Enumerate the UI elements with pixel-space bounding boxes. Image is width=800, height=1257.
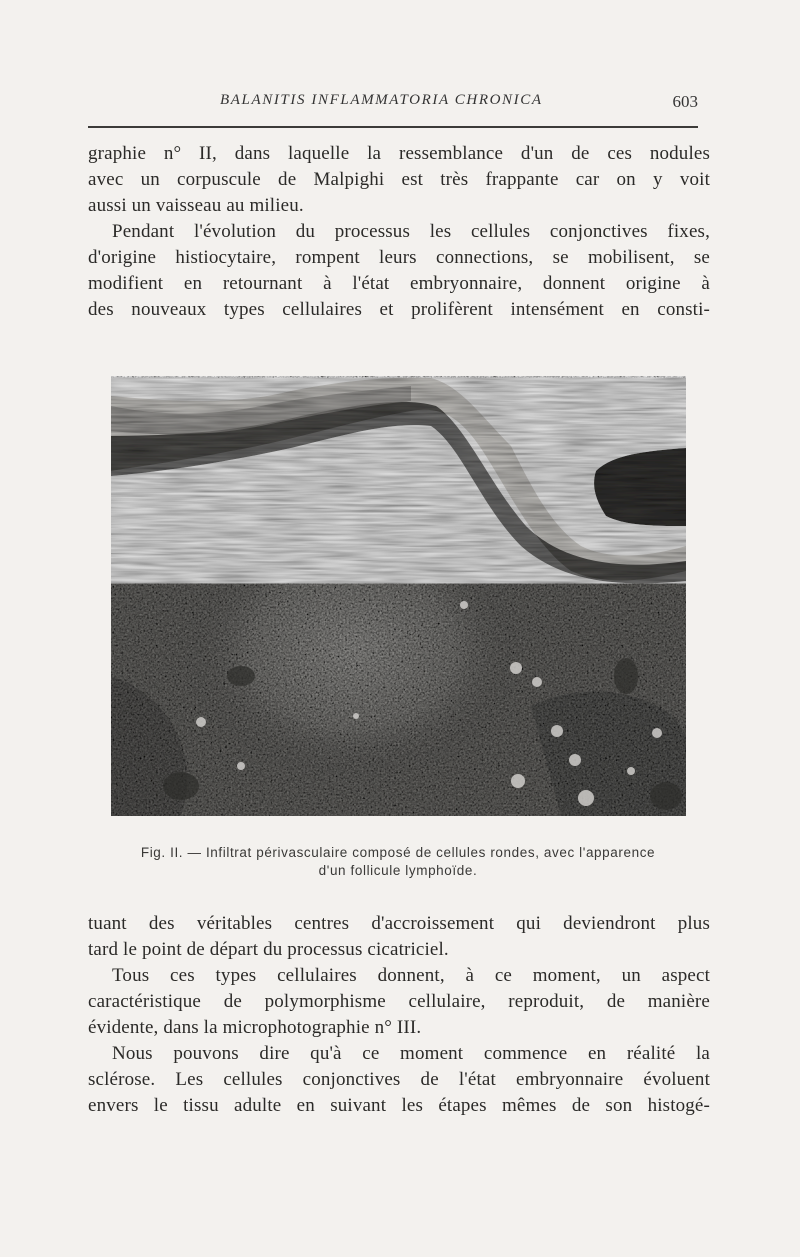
text-line: des nouveaux types cellulaires et prolifèrent intensément en consti- (88, 299, 710, 320)
figure-caption (98, 844, 698, 880)
text-line: envers le tissu adulte en suivant les étapes mêmes de son histogé- (88, 1095, 710, 1116)
micrograph-figure (111, 376, 686, 816)
text-line: avec un corpuscule de Malpighi est très frappante car on y voit (88, 169, 710, 190)
caption-line: d'un follicule lymphoïde. (318, 863, 478, 878)
text-line: tard le point de départ du processus cicatriciel. (88, 939, 449, 960)
text-line: graphie n° II, dans laquelle la ressemblance d'un de ces nodules (88, 143, 710, 164)
text-line: sclérose. Les cellules conjonctives de l'état embryonnaire évoluent (88, 1069, 710, 1090)
running-title: BALANITIS INFLAMMATORIA CHRONICA (220, 92, 543, 108)
caption-line: Fig. II. — Infiltrat périvasculaire composé de cellules rondes, avec l'apparence (140, 845, 656, 860)
text-line: tuant des véritables centres d'accroissement qui deviendront plus (88, 913, 710, 934)
page-number: 603 (672, 92, 698, 111)
text-line: aussi un vaisseau au milieu. (88, 195, 304, 216)
micrograph-image (111, 376, 686, 816)
bottom-text-block (88, 911, 710, 1119)
header-rule (88, 126, 698, 128)
running-head (88, 92, 698, 116)
text-line: évidente, dans la microphotographie n° III. (88, 1017, 422, 1038)
text-line: Pendant l'évolution du processus les cellules conjonctives fixes, (112, 221, 710, 242)
text-line: d'origine histiocytaire, rompent leurs connections, se mobilisent, se (88, 247, 710, 268)
text-line: caractéristique de polymorphisme cellulaire, reproduit, de manière (88, 991, 710, 1012)
text-line: Nous pouvons dire qu'à ce moment commence en réalité la (112, 1043, 710, 1064)
text-line: Tous ces types cellulaires donnent, à ce moment, un aspect (112, 965, 710, 986)
top-text-block (88, 141, 710, 323)
text-line: modifient en retournant à l'état embryonnaire, donnent origine à (88, 273, 710, 294)
